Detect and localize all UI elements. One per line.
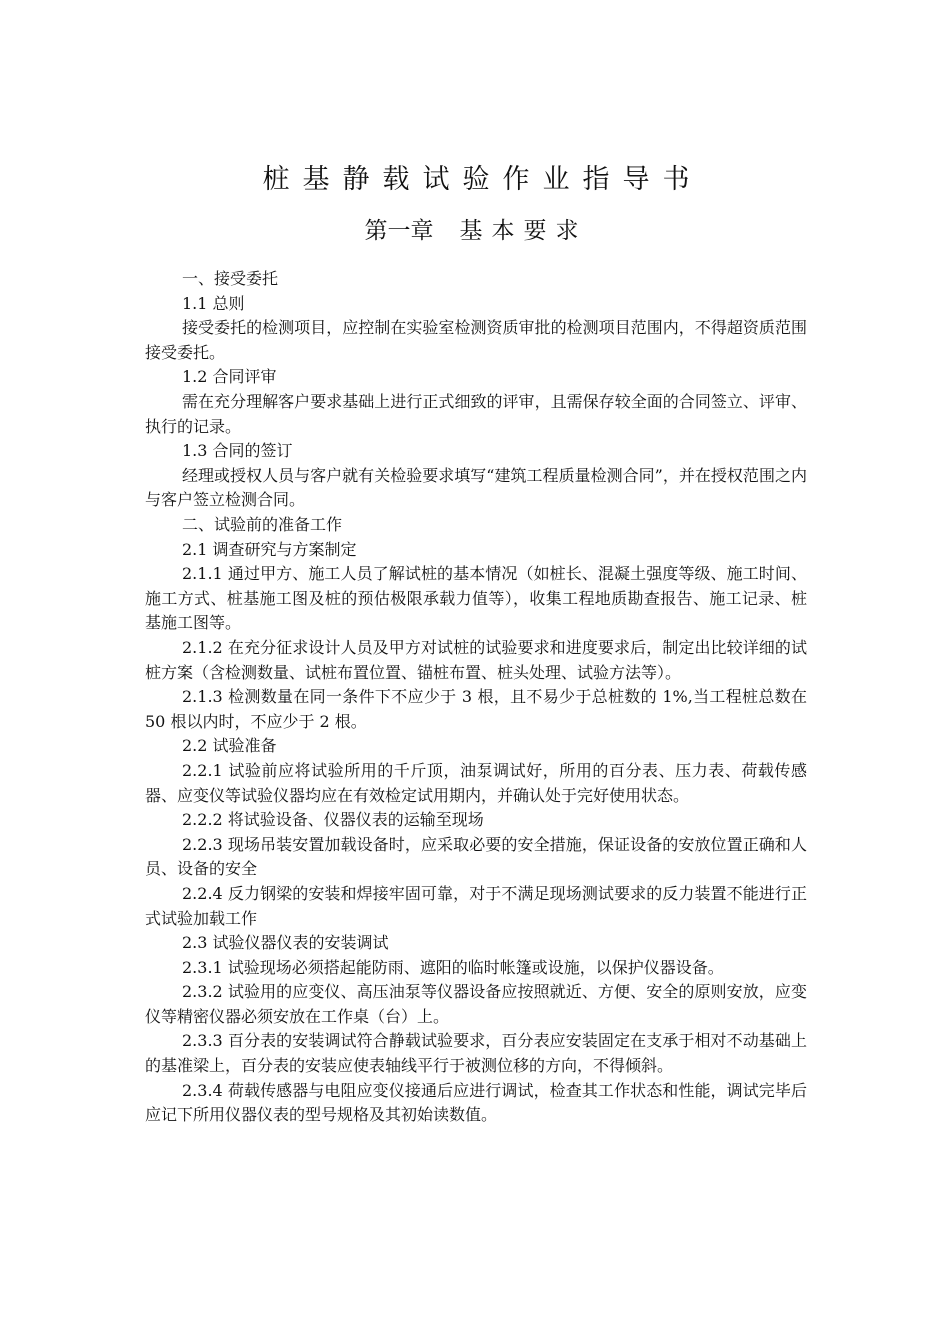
paragraph: 2.3.3 百分表的安装调试符合静载试验要求，百分表应安装固定在支承于相对不动基础上的基准梁上，百分表的安装应使表轴线平行于被测位移的方向，不得倾斜。 (145, 1031, 807, 1076)
paragraph: 2.2.4 反力钢梁的安装和焊接牢固可靠，对于不满足现场测试要求的反力装置不能进行正式试验加载工作 (145, 883, 807, 928)
chapter-number: 第一章 (364, 218, 434, 244)
paragraph: 2.1.1 通过甲方、施工人员了解试桩的基本情况（如桩长、混凝土强度等级、施工时间、施工方式、桩基施工图及桩的预估极限承载力值等），收集工程地质勘查报告、施工记录、桩基施工图等。 (145, 564, 807, 633)
paragraph: 需在充分理解客户要求基础上进行正式细致的评审，且需保存较全面的合同签立、评审、执行的记录。 (145, 392, 807, 436)
subsection-heading: 1.1 总则 (182, 293, 245, 313)
chapter-title: 基本要求 (459, 218, 588, 244)
document-page (145, 160, 807, 1128)
paragraph: 2.3.2 试验用的应变仪、高压油泵等仪器设备应按照就近、方便、安全的原则安放，应变仪等精密仪器必须安放在工作桌（台）上。 (145, 982, 807, 1026)
subsection-heading: 2.2 试验准备 (182, 736, 277, 756)
paragraph: 2.2.2 将试验设备、仪器仪表的运输至现场 (182, 810, 484, 830)
section-heading: 一、接受委托 (182, 269, 279, 289)
paragraph: 2.3.4 荷载传感器与电阻应变仪接通后应进行调试，检查其工作状态和性能，调试完毕后应记下所用仪器仪表的型号规格及其初始读数值。 (145, 1080, 807, 1125)
subsection-heading: 1.2 合同评审 (182, 367, 277, 387)
paragraph: 2.2.3 现场吊装安置加载设备时，应采取必要的安全措施，保证设备的安放位置正确和人员、设备的安全 (145, 834, 807, 879)
chapter-heading (145, 214, 807, 248)
subsection-heading: 2.1 调查研究与方案制定 (182, 539, 357, 559)
paragraph: 2.3.1 试验现场必须搭起能防雨、遮阳的临时帐篷或设施，以保护仪器设备。 (182, 957, 724, 977)
paragraph: 2.1.2 在充分征求设计人员及甲方对试桩的试验要求和进度要求后，制定出比较详细的试桩方案（含检测数量、试桩布置位置、锚桩布置、桩头处理、试验方法等）。 (145, 637, 807, 682)
section-heading: 二、试验前的准备工作 (182, 515, 343, 535)
subsection-heading: 1.3 合同的签订 (182, 441, 293, 461)
paragraph: 经理或授权人员与客户就有关检验要求填写“建筑工程质量检测合同”，并在授权范围之内与客户签立检测合同。 (145, 465, 807, 510)
document-body (145, 267, 807, 1128)
paragraph: 2.2.1 试验前应将试验所用的千斤顶，油泵调试好，所用的百分表、压力表、荷载传感器、应变仪等试验仪器均应在有效检定试用期内，并确认处于完好使用状态。 (145, 760, 807, 805)
paragraph: 接受委托的检测项目，应控制在实验室检测资质审批的检测项目范围内，不得超资质范围接受委托。 (145, 318, 807, 362)
paragraph: 2.1.3 检测数量在同一条件下不应少于 3 根，且不易少于总桩数的 1%,当工程桩总数在 50 根以内时，不应少于 2 根。 (145, 687, 807, 731)
document-title: 桩基静载试验作业指导书 (262, 164, 703, 195)
subsection-heading: 2.3 试验仪器仪表的安装调试 (182, 933, 389, 953)
